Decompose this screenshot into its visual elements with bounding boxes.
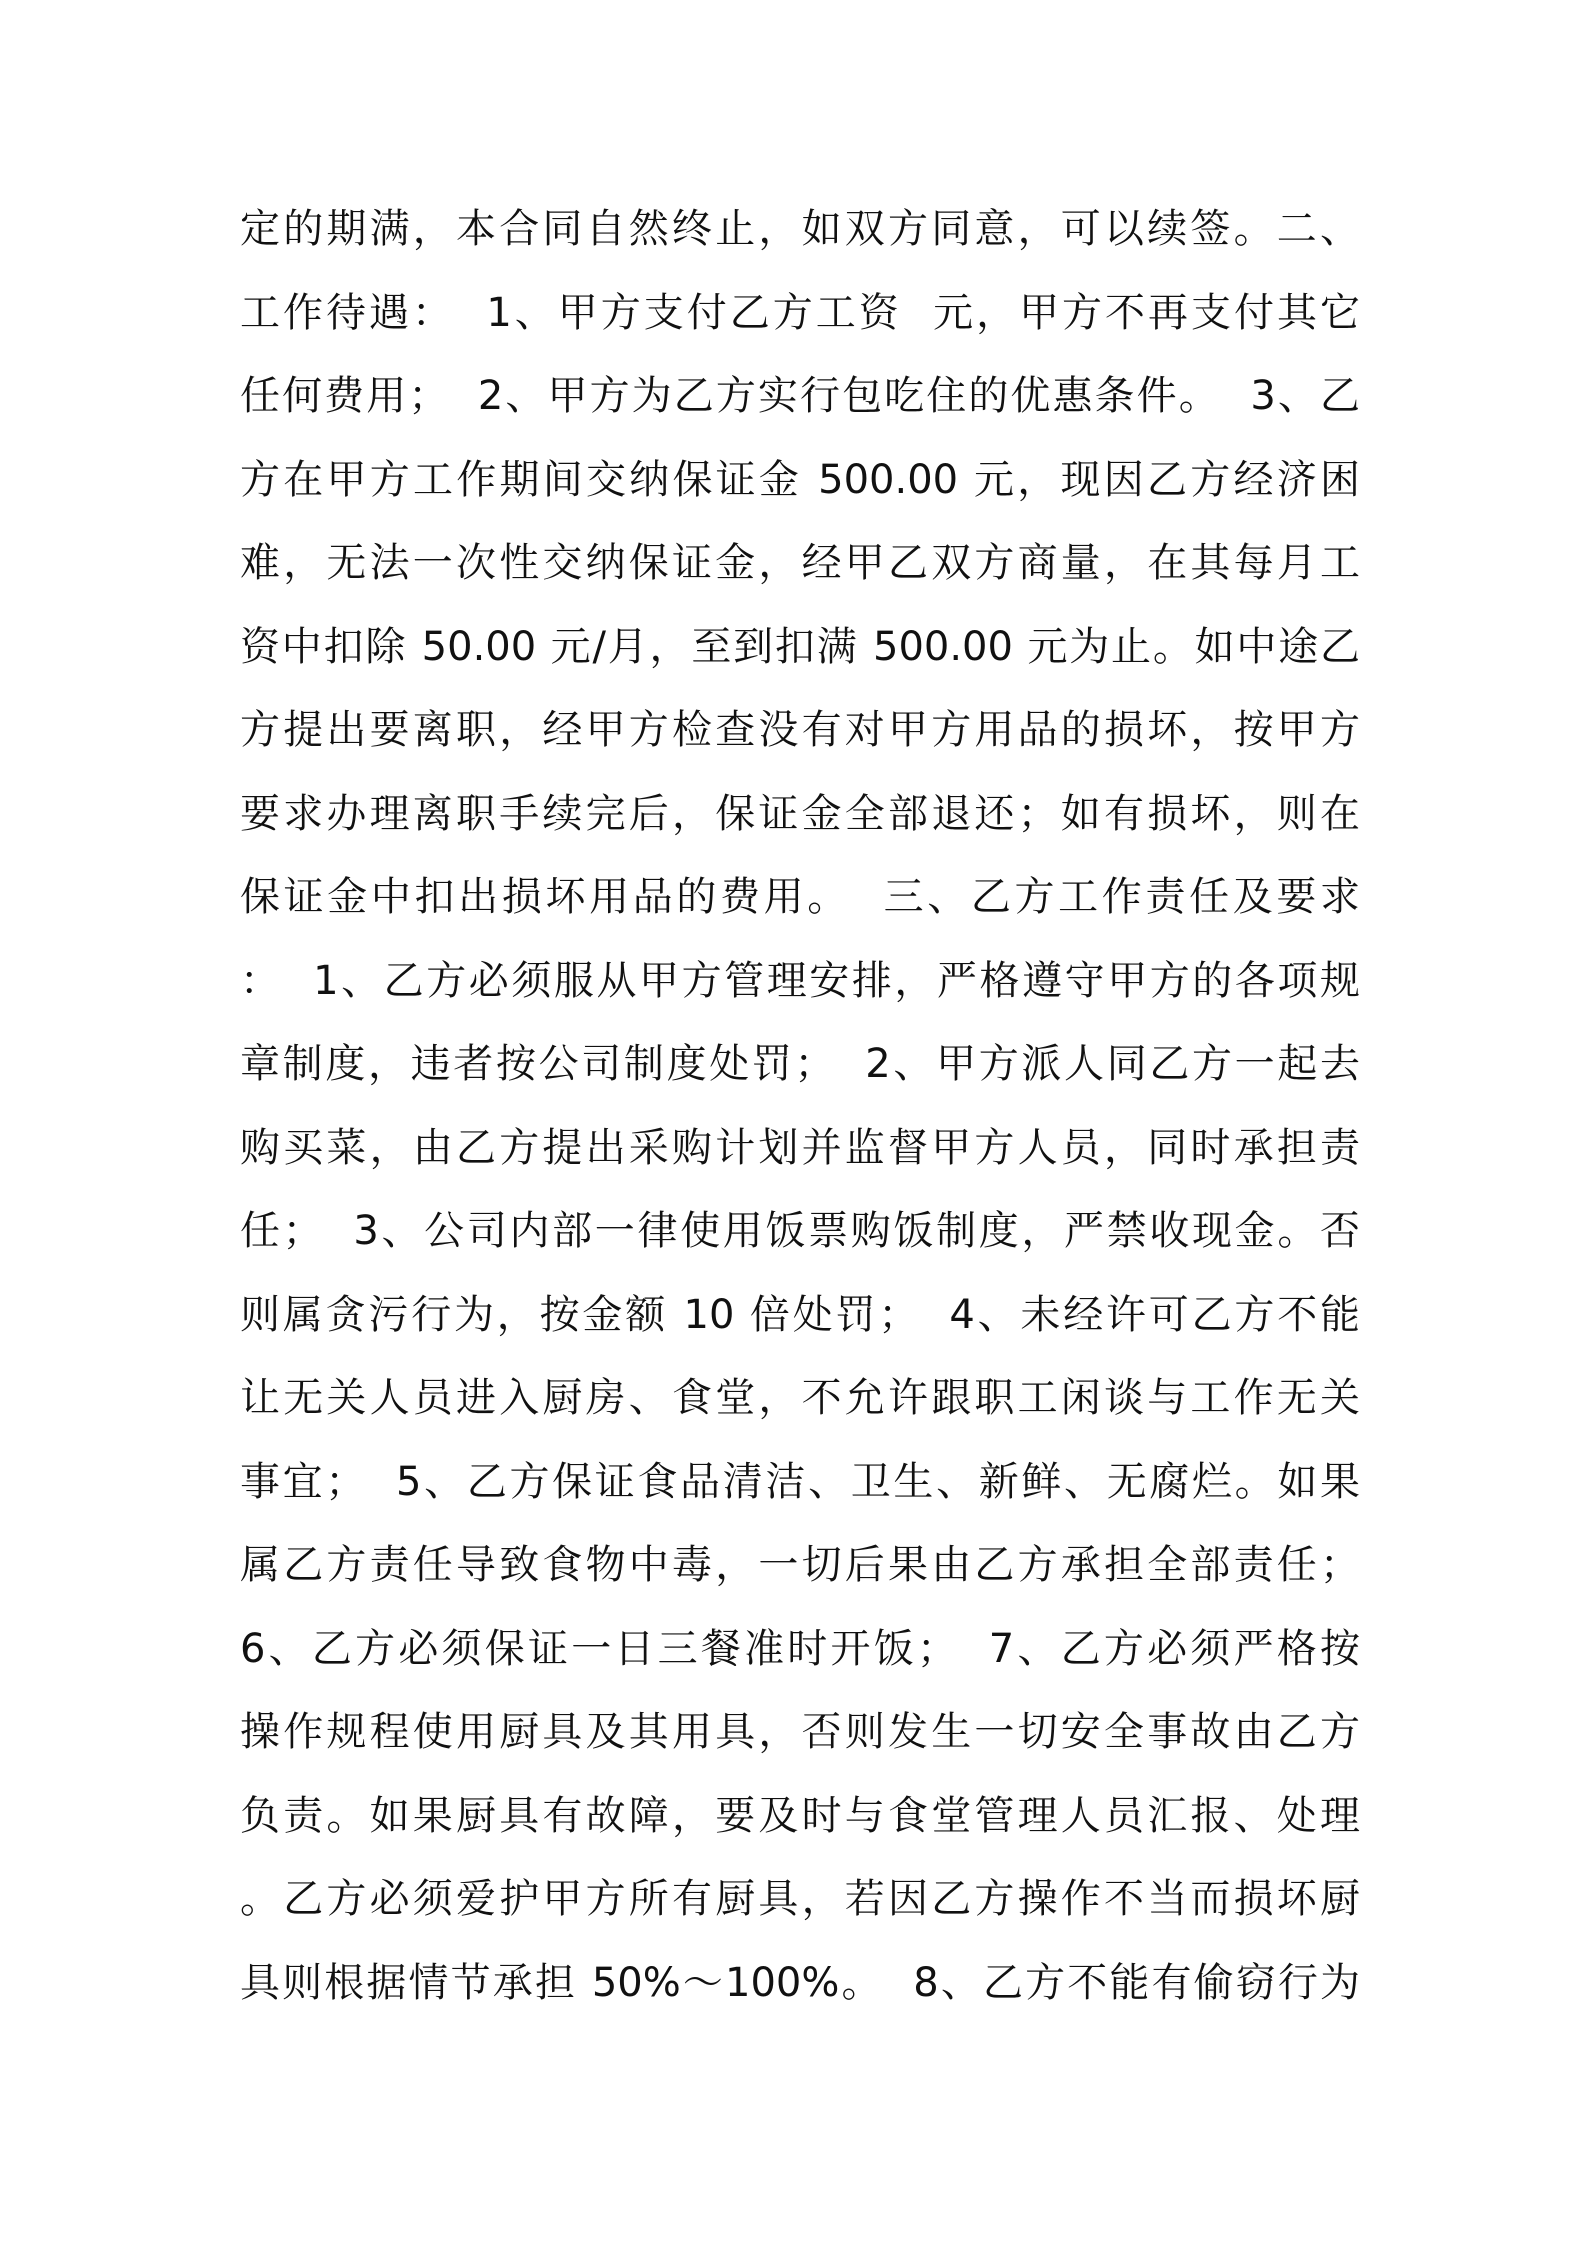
text-line-13: 任； 3、公司内部一律使用饭票购饭制度，严禁收现金。否 — [240, 1208, 1360, 1254]
text-line-18: 6、乙方必须保证一日三餐准时开饭； 7、乙方必须严格按 — [240, 1625, 1360, 1672]
text-line-1: 定的期满，本合同自然终止，如双方同意，可以续签。二、 — [240, 206, 1360, 252]
text-line-15: 让无关人员进入厨房、食堂，不允许跟职工闲谈与工作无关 — [240, 1375, 1360, 1421]
text-line-22: 具则根据情节承担 50%～100%。 8、乙方不能有偷窃行为 — [240, 1959, 1360, 2006]
text-line-5: 难，无法一次性交纳保证金，经甲乙双方商量，在其每月工 — [240, 540, 1360, 586]
text-line-20: 负责。如果厨具有故障，要及时与食堂管理人员汇报、处理 — [240, 1792, 1360, 1839]
text-line-6: 资中扣除 50.00 元/月，至到扣满 500.00 元为止。如中途乙 — [240, 623, 1360, 670]
text-line-14: 则属贪污行为，按金额 10 倍处罚； 4、未经许可乙方不能 — [240, 1291, 1360, 1338]
text-line-21: 。乙方必须爱护甲方所有厨具，若因乙方操作不当而损坏厨 — [240, 1876, 1360, 1922]
text-line-11: 章制度，违者按公司制度处罚； 2、甲方派人同乙方一起去 — [240, 1041, 1360, 1087]
text-line-7: 方提出要离职，经甲方检查没有对甲方用品的损坏，按甲方 — [240, 707, 1360, 753]
text-line-2: 工作待遇： 1、甲方支付乙方工资 元，甲方不再支付其它 — [240, 289, 1360, 336]
text-line-9: 保证金中扣出损坏用品的费用。 三、乙方工作责任及要求 — [240, 874, 1360, 920]
text-line-16: 事宜； 5、乙方保证食品清洁、卫生、新鲜、无腐烂。如果 — [240, 1458, 1360, 1505]
text-line-19: 操作规程使用厨具及其用具，否则发生一切安全事故由乙方 — [240, 1709, 1360, 1755]
contract-body-text — [240, 188, 1360, 2025]
text-line-17: 属乙方责任导致食物中毒，一切后果由乙方承担全部责任； — [240, 1542, 1360, 1588]
text-line-12: 购买菜，由乙方提出采购计划并监督甲方人员，同时承担责 — [240, 1124, 1360, 1171]
text-line-3: 任何费用； 2、甲方为乙方实行包吃住的优惠条件。 3、乙 — [240, 373, 1360, 419]
text-line-4: 方在甲方工作期间交纳保证金 500.00 元，现因乙方经济困 — [240, 456, 1360, 503]
text-line-8: 要求办理离职手续完后，保证金全部退还；如有损坏，则在 — [240, 790, 1360, 837]
text-line-10: ： 1、乙方必须服从甲方管理安排，严格遵守甲方的各项规 — [240, 957, 1360, 1004]
